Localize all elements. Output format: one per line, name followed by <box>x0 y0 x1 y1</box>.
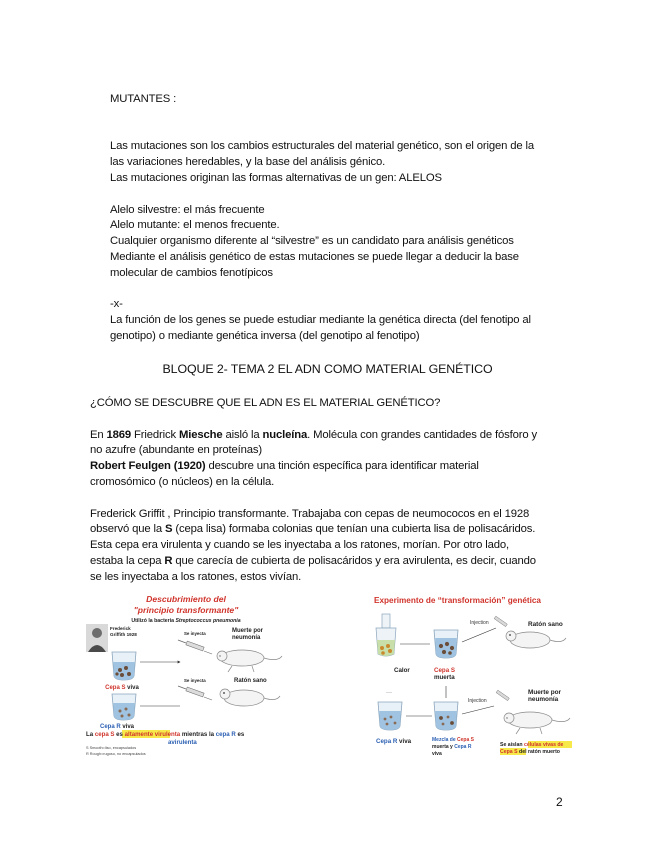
raton-sano-right: Ratón sano <box>528 621 563 628</box>
text-run: Cepa S <box>457 737 474 743</box>
aislan-line-2 <box>500 749 560 755</box>
mutantes-title: MUTANTES : <box>110 93 177 105</box>
beaker-r-icon <box>112 694 136 720</box>
right-title: Experimento de “transformación” genética <box>374 596 541 605</box>
left-title-2: "principio transformante" <box>133 605 239 615</box>
feulgen-line-2: cromosómico (o núcleos) en la célula. <box>90 475 275 488</box>
mutaciones-line-2: las variaciones heredables, y la base del análisis génico. <box>110 156 386 169</box>
feulgen-line-1 <box>90 459 580 475</box>
text-run: observó que la <box>90 523 165 536</box>
mutantes-section <box>110 92 580 345</box>
text-run: es <box>235 731 245 738</box>
text-run: aisló la <box>222 428 263 441</box>
griffith-portrait <box>86 624 108 652</box>
text-run: mientras la <box>180 731 216 738</box>
griffit-line-2 <box>90 522 580 538</box>
analisis-line-2: molecular de cambios fenotípicos <box>110 266 273 279</box>
muerte-right-1: Muerte por <box>528 689 562 696</box>
text-run: Cepa R <box>376 738 398 745</box>
text-run: cepa S <box>94 731 115 738</box>
beaker-mix-icon <box>434 702 458 730</box>
text-run: que carecía de cubierta de polisacáridos y era avirulenta, es decir, cuando <box>172 554 536 567</box>
text-run: Mezcla de <box>432 737 458 743</box>
strain-s: S <box>165 523 173 536</box>
mezcla-label-3: viva <box>432 751 442 757</box>
injection-label-2: Injection <box>468 698 487 704</box>
raton-sano-left: Ratón sano <box>234 678 267 684</box>
organismo-line: Cualquier organismo diferente al “silvestre” es un candidato para análisis genéticos <box>110 235 514 248</box>
cepa-s-viva-label <box>105 685 139 691</box>
text-run: células vivas de <box>523 742 564 748</box>
mezcla-label-2 <box>432 744 472 750</box>
injection-label-1: Injection <box>470 620 489 626</box>
nucleina-term: nucleína <box>262 428 308 441</box>
svg-text:x: x <box>219 653 221 658</box>
text-run: Streptococcus pneumonia <box>175 618 241 624</box>
dots: ··· <box>386 690 392 696</box>
text-run: Cepa S <box>105 685 126 691</box>
text-run: del ratón muerto <box>517 749 560 755</box>
caption-line-2: avirulenta <box>168 739 197 746</box>
mutaciones-line-1: Las mutaciones son los cambios estructurales del material genético, son el origen de la <box>110 140 534 153</box>
text-run: (cepa lisa) formaba colonias que tenían una cubierta lisa de polisacáridos. <box>172 523 536 536</box>
figure-griffith <box>82 590 290 760</box>
text-run: Cepa R <box>100 724 121 730</box>
year-1869: 1869 <box>106 428 132 441</box>
separator: -x- <box>110 298 123 311</box>
aislan-line-1 <box>500 742 564 748</box>
funcion-line-1: La función de los genes se puede estudiar mediante la genética directa (del fenotipo al <box>110 314 531 327</box>
bloque-2-section <box>90 396 580 586</box>
legend-s: S Smooth=liso, encapsulados <box>86 746 137 750</box>
left-subtitle <box>131 618 240 624</box>
person-name-2: Griffith 1928 <box>110 632 137 637</box>
text-run: viva <box>125 685 139 691</box>
cepa-r-viva-right <box>376 738 412 745</box>
griffit-line-1: Frederick Griffit , Principio transformante. Trabajaba con cepas de neumococos en el 1928 <box>90 507 530 520</box>
text-run: Se aíslan <box>500 742 524 748</box>
text-run: cepa R <box>215 731 236 738</box>
muerte-label-1: Muerte por <box>232 628 264 634</box>
text-run: viva <box>397 738 412 745</box>
alelo-silvestre: Alelo silvestre: el más frecuente <box>110 203 265 216</box>
text-run: Utilizó la bacteria <box>131 618 176 624</box>
cepa-s-muerta-label-2: muerta <box>434 674 455 681</box>
text-run: Cepa S <box>500 749 518 755</box>
text-run: . Molécula con grandes cantidades de fósforo y <box>307 428 537 441</box>
miescher-name: Miesche <box>178 428 223 441</box>
person-name-1: Frederick <box>110 626 131 631</box>
svg-text:x: x <box>506 715 508 720</box>
miescher-line-2: no azufre (abundante en proteínas) <box>90 444 263 457</box>
question: ¿CÓMO SE DESCUBRE QUE EL ADN ES EL MATERIAL GENÉTICO? <box>90 397 441 409</box>
strain-r: R <box>164 554 173 567</box>
muerte-label-2: neumonía <box>232 635 261 641</box>
cepa-r-viva-label <box>100 724 135 730</box>
mezcla-label-1 <box>432 737 475 743</box>
beaker-s-icon <box>112 652 136 680</box>
text-run: Friedrick <box>131 428 179 441</box>
page-number: 2 <box>556 795 563 809</box>
text-run: muerta y <box>432 744 455 750</box>
legend-r: R Rough=rugoso, no encapsulados <box>86 752 146 756</box>
griffit-line-4 <box>90 554 580 570</box>
text-run: descubre una tinción específica para identificar material <box>205 460 479 473</box>
text-run: viva <box>120 724 135 730</box>
feulgen-name: Robert Feulgen (1920) <box>90 460 206 473</box>
section-heading: BLOQUE 2- TEMA 2 EL ADN COMO MATERIAL GENÉTICO <box>162 362 493 376</box>
alelo-mutante: Alelo mutante: el menos frecuente. <box>110 219 280 232</box>
text-run: es <box>114 731 125 738</box>
griffit-line-5: se les inyectaba a los ratones, estos vivían. <box>90 570 302 583</box>
se-inyecta-1: Se inyecta <box>184 631 206 636</box>
griffit-line-3: Esta cepa era virulenta y cuando se les inyectaba a los ratones, morían. Por otro lado, <box>90 539 509 552</box>
left-title-1: Descubrimiento del <box>146 594 226 604</box>
text-run: La <box>86 731 95 738</box>
cepa-s-muerta-label-1: Cepa S <box>434 667 455 674</box>
miescher-line-1 <box>90 428 580 444</box>
text-run: En <box>90 428 107 441</box>
funcion-line-2: genotipo) o mediante genética inversa (del genotipo al fenotipo) <box>110 329 420 342</box>
mutaciones-line-3: Las mutaciones originan las formas alternativas de un gen: ALELOS <box>110 171 442 184</box>
muerte-right-2: neumonía <box>528 696 559 703</box>
figure-transformation <box>370 590 595 765</box>
text-run: Cepa R <box>454 744 472 750</box>
analisis-line-1: Mediante el análisis genético de estas mutaciones se puede llegar a deducir la base <box>110 250 519 263</box>
beaker-r-right-icon <box>378 702 402 730</box>
text-run: estaba la cepa <box>90 554 165 567</box>
se-inyecta-2: Se inyecta <box>184 678 206 683</box>
caption-line-1 <box>86 731 245 738</box>
text-run: altamente virulenta <box>124 731 181 738</box>
calor-label: Calor <box>394 667 410 674</box>
beaker-dead-s-icon <box>434 630 458 658</box>
